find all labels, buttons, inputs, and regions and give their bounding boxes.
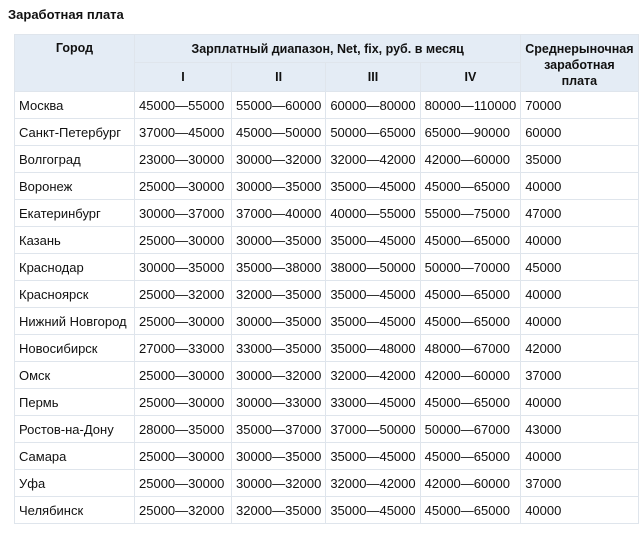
- cell-level-1: 27000—33000: [135, 335, 232, 362]
- cell-city: Казань: [15, 227, 135, 254]
- cell-level-3: 35000—45000: [326, 443, 420, 470]
- cell-average: 37000: [521, 362, 638, 389]
- cell-level-1: 25000—30000: [135, 470, 232, 497]
- cell-level-4: 45000—65000: [420, 497, 521, 524]
- cell-level-2: 37000—40000: [232, 200, 326, 227]
- cell-level-2: 45000—50000: [232, 119, 326, 146]
- cell-level-4: 45000—65000: [420, 308, 521, 335]
- table-row: [15, 92, 639, 119]
- cell-level-4: 45000—65000: [420, 227, 521, 254]
- cell-level-1: 25000—30000: [135, 362, 232, 389]
- cell-average: 35000: [521, 146, 638, 173]
- cell-average: 70000: [521, 92, 638, 119]
- cell-average: 40000: [521, 497, 638, 524]
- cell-average: 37000: [521, 470, 638, 497]
- cell-level-4: 42000—60000: [420, 362, 521, 389]
- cell-average: 42000: [521, 335, 638, 362]
- cell-level-3: 35000—45000: [326, 227, 420, 254]
- cell-level-4: 65000—90000: [420, 119, 521, 146]
- cell-city: Самара: [15, 443, 135, 470]
- cell-city: Омск: [15, 362, 135, 389]
- cell-level-3: 50000—65000: [326, 119, 420, 146]
- table-row: [15, 119, 639, 146]
- table-row: [15, 497, 639, 524]
- cell-city: Екатеринбург: [15, 200, 135, 227]
- table-header: [15, 35, 639, 92]
- cell-level-3: 37000—50000: [326, 416, 420, 443]
- cell-average: 60000: [521, 119, 638, 146]
- cell-city: Пермь: [15, 389, 135, 416]
- table-row: [15, 173, 639, 200]
- table-row: [15, 470, 639, 497]
- cell-city: Краснодар: [15, 254, 135, 281]
- cell-level-4: 42000—60000: [420, 470, 521, 497]
- cell-level-2: 30000—32000: [232, 362, 326, 389]
- cell-level-3: 38000—50000: [326, 254, 420, 281]
- cell-level-4: 42000—60000: [420, 146, 521, 173]
- cell-level-3: 33000—45000: [326, 389, 420, 416]
- cell-average: 40000: [521, 281, 638, 308]
- table-row: [15, 146, 639, 173]
- cell-level-3: 32000—42000: [326, 362, 420, 389]
- cell-level-4: 55000—75000: [420, 200, 521, 227]
- cell-level-4: 45000—65000: [420, 443, 521, 470]
- table-row: [15, 389, 639, 416]
- cell-level-2: 30000—32000: [232, 470, 326, 497]
- cell-level-1: 28000—35000: [135, 416, 232, 443]
- cell-level-1: 25000—30000: [135, 308, 232, 335]
- cell-level-3: 32000—42000: [326, 146, 420, 173]
- table-row: [15, 308, 639, 335]
- cell-city: Ростов-на-Дону: [15, 416, 135, 443]
- cell-level-1: 25000—30000: [135, 227, 232, 254]
- cell-level-3: 35000—45000: [326, 173, 420, 200]
- cell-level-2: 32000—35000: [232, 281, 326, 308]
- cell-city: Воронеж: [15, 173, 135, 200]
- table-body: [15, 92, 639, 524]
- cell-level-4: 45000—65000: [420, 389, 521, 416]
- cell-level-1: 23000—30000: [135, 146, 232, 173]
- table-row: [15, 227, 639, 254]
- cell-level-1: 25000—32000: [135, 497, 232, 524]
- table-row: [15, 281, 639, 308]
- cell-average: 43000: [521, 416, 638, 443]
- cell-level-3: 60000—80000: [326, 92, 420, 119]
- cell-level-2: 32000—35000: [232, 497, 326, 524]
- cell-level-2: 35000—38000: [232, 254, 326, 281]
- cell-level-2: 30000—33000: [232, 389, 326, 416]
- cell-level-1: 30000—37000: [135, 200, 232, 227]
- page-title: Заработная плата: [8, 7, 124, 22]
- cell-average: 40000: [521, 389, 638, 416]
- cell-average: 45000: [521, 254, 638, 281]
- cell-level-2: 35000—37000: [232, 416, 326, 443]
- cell-level-3: 40000—55000: [326, 200, 420, 227]
- cell-level-2: 55000—60000: [232, 92, 326, 119]
- cell-level-1: 25000—32000: [135, 281, 232, 308]
- table-row: [15, 416, 639, 443]
- cell-level-4: 45000—65000: [420, 173, 521, 200]
- cell-level-4: 80000—110000: [420, 92, 521, 119]
- cell-level-4: 50000—67000: [420, 416, 521, 443]
- cell-average: 40000: [521, 308, 638, 335]
- table-row: [15, 200, 639, 227]
- cell-level-2: 33000—35000: [232, 335, 326, 362]
- cell-level-1: 25000—30000: [135, 173, 232, 200]
- table-row: [15, 362, 639, 389]
- cell-level-3: 35000—48000: [326, 335, 420, 362]
- cell-level-2: 30000—35000: [232, 227, 326, 254]
- cell-level-1: 25000—30000: [135, 443, 232, 470]
- cell-city: Красноярск: [15, 281, 135, 308]
- cell-average: 40000: [521, 443, 638, 470]
- header-level-4: IV: [420, 63, 521, 92]
- cell-city: Волгоград: [15, 146, 135, 173]
- table-row: [15, 443, 639, 470]
- cell-level-3: 35000—45000: [326, 497, 420, 524]
- salary-table: [14, 34, 639, 524]
- cell-level-3: 32000—42000: [326, 470, 420, 497]
- cell-level-4: 45000—65000: [420, 281, 521, 308]
- cell-average: 40000: [521, 227, 638, 254]
- cell-level-4: 50000—70000: [420, 254, 521, 281]
- header-salary-range: Зарплатный диапазон, Net, fix, руб. в месяц: [135, 35, 521, 63]
- cell-level-1: 25000—30000: [135, 389, 232, 416]
- header-average-salary: Среднерыночная заработная плата: [521, 35, 638, 92]
- cell-city: Челябинск: [15, 497, 135, 524]
- cell-city: Новосибирск: [15, 335, 135, 362]
- cell-city: Нижний Новгород: [15, 308, 135, 335]
- cell-average: 40000: [521, 173, 638, 200]
- table-row: [15, 335, 639, 362]
- cell-level-1: 45000—55000: [135, 92, 232, 119]
- header-level-2: II: [232, 63, 326, 92]
- cell-city: Уфа: [15, 470, 135, 497]
- header-city: Город: [15, 35, 135, 92]
- cell-level-3: 35000—45000: [326, 281, 420, 308]
- cell-level-1: 30000—35000: [135, 254, 232, 281]
- cell-level-2: 30000—35000: [232, 173, 326, 200]
- cell-level-4: 48000—67000: [420, 335, 521, 362]
- header-level-1: I: [135, 63, 232, 92]
- cell-level-2: 30000—35000: [232, 308, 326, 335]
- cell-level-2: 30000—35000: [232, 443, 326, 470]
- cell-level-3: 35000—45000: [326, 308, 420, 335]
- cell-city: Санкт-Петербург: [15, 119, 135, 146]
- cell-level-2: 30000—32000: [232, 146, 326, 173]
- table-row: [15, 254, 639, 281]
- cell-city: Москва: [15, 92, 135, 119]
- cell-average: 47000: [521, 200, 638, 227]
- header-level-3: III: [326, 63, 420, 92]
- cell-level-1: 37000—45000: [135, 119, 232, 146]
